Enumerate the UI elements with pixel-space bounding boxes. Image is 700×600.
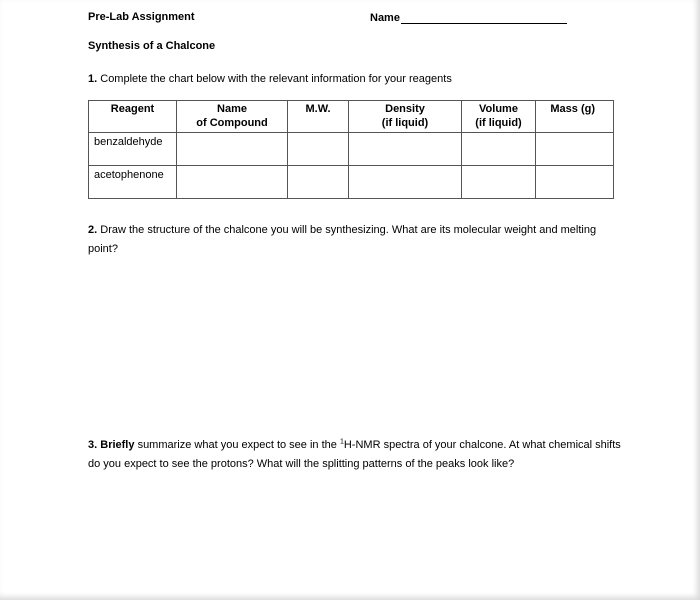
header-name-of-compound: Name of Compound (177, 101, 288, 133)
question-2-text: Draw the structure of the chalcone you will be synthesizing. What are its molecular weight and melting point? (88, 224, 597, 255)
cell-name-of-compound[interactable] (177, 166, 288, 199)
cell-mass[interactable] (536, 166, 614, 199)
cell-volume[interactable] (462, 133, 536, 166)
question-3-text-start: summarize what you expect to see in the (137, 439, 337, 451)
question-1 (88, 73, 452, 85)
assignment-title: Pre-Lab Assignment (88, 11, 195, 23)
question-2 (88, 221, 628, 259)
header-mw: M.W. (288, 101, 349, 133)
cell-mass[interactable] (536, 133, 614, 166)
question-3-number: 3. (88, 439, 98, 451)
cell-density[interactable] (349, 133, 462, 166)
question-1-number: 1. (88, 73, 98, 85)
cell-mw[interactable] (288, 133, 349, 166)
question-2-number: 2. (88, 224, 98, 236)
name-label: Name (370, 12, 400, 24)
cell-name-of-compound[interactable] (177, 133, 288, 166)
question-1-text: Complete the chart below with the relevant information for your reagents (100, 73, 452, 85)
cell-density[interactable] (349, 166, 462, 199)
experiment-title: Synthesis of a Chalcone (88, 40, 216, 52)
question-3-text-end: H-NMR spectra of your chalcone. At what chemical shifts do you expect to see the protons? What will the splitting patterns of the peaks look like? (88, 439, 621, 470)
table-header-row (89, 101, 614, 133)
header-mass: Mass (g) (536, 101, 614, 133)
name-blank-line[interactable] (401, 11, 567, 24)
cell-volume[interactable] (462, 166, 536, 199)
table-row (89, 133, 614, 166)
cell-reagent: benzaldehyde (89, 133, 177, 166)
name-field[interactable] (370, 11, 567, 24)
reagent-table (88, 100, 614, 199)
header-volume: Volume (if liquid) (462, 101, 536, 133)
cell-reagent: acetophenone (89, 166, 177, 199)
header-density: Density (if liquid) (349, 101, 462, 133)
header-reagent: Reagent (89, 101, 177, 133)
table-row (89, 166, 614, 199)
nmr-superscript: 1 (339, 438, 344, 446)
question-3 (88, 436, 628, 474)
question-3-bold-word: Briefly (100, 439, 135, 451)
cell-mw[interactable] (288, 166, 349, 199)
